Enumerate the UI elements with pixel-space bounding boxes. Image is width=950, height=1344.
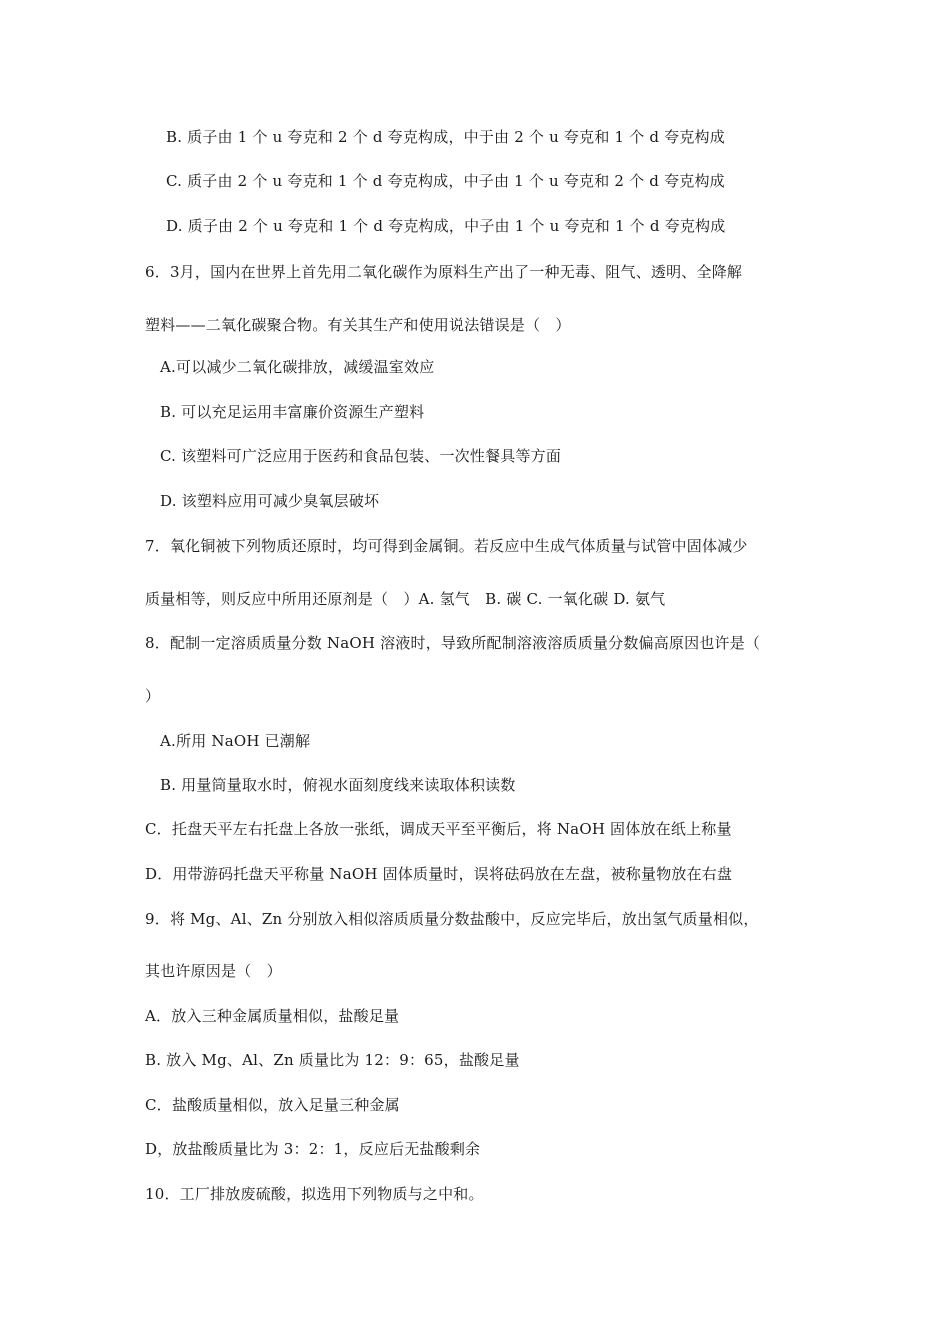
option-6a: A.可以减少二氧化碳排放，减缓温室效应 [160,358,435,376]
question-9-stem-cont: 其也许原因是（ ） [145,962,282,980]
question-6-stem-cont: 塑料——二氧化碳聚合物。有关其生产和使用说法错误是（ ） [145,316,571,334]
option-8a: A.所用 NaOH 已潮解 [160,732,311,750]
question-8-stem: 8．配制一定溶质质量分数 NaOH 溶液时，导致所配制溶液溶质质量分数偏高原因也许是（ [145,634,761,652]
question-9-stem: 9．将 Mg、Al、Zn 分别放入相似溶质质量分数盐酸中，反应完毕后，放出氢气质量相似， [145,910,759,928]
option-5c: C. 质子由 2 个 u 夸克和 1 个 d 夸克构成，中子由 1 个 u 夸克和 2 个 d 夸克构成 [166,172,725,190]
question-7-stem: 7．氧化铜被下列物质还原时，均可得到金属铜。若反应中生成气体质量与试管中固体减少 [145,537,748,555]
option-9a: A．放入三种金属质量相似，盐酸足量 [145,1007,400,1025]
option-6c: C. 该塑料可广泛应用于医药和食品包装、一次性餐具等方面 [160,447,562,465]
option-5d: D. 质子由 2 个 u 夸克和 1 个 d 夸克构成，中子由 1 个 u 夸克和 1 个 d 夸克构成 [166,217,726,235]
option-6b: B. 可以充足运用丰富廉价资源生产塑料 [160,403,425,421]
option-9d: D，放盐酸质量比为 3：2：1，反应后无盐酸剩余 [145,1140,481,1158]
option-5b: B. 质子由 1 个 u 夸克和 2 个 d 夸克构成，中于由 2 个 u 夸克和 1 个 d 夸克构成 [166,128,725,146]
question-6-stem: 6．3月，国内在世界上首先用二氧化碳作为原料生产出了一种无毒、阻气、透明、全降解 [145,263,743,281]
option-9b: B. 放入 Mg、Al、Zn 质量比为 12：9：65，盐酸足量 [145,1051,520,1069]
option-8d: D．用带游码托盘天平称量 NaOH 固体质量时，误将砝码放在左盘，被称量物放在右盘 [145,865,733,883]
question-10-stem: 10．工厂排放废硫酸，拟选用下列物质与之中和。 [145,1185,484,1203]
question-7-stem-cont: 质量相等，则反应中所用还原剂是（ ）A. 氢气 B. 碳 C. 一氧化碳 D. 氨气 [145,590,666,608]
option-9c: C．盐酸质量相似，放入足量三种金属 [145,1096,400,1114]
option-6d: D. 该塑料应用可减少臭氧层破坏 [160,492,380,510]
option-8c: C．托盘天平左右托盘上各放一张纸，调成天平至平衡后，将 NaOH 固体放在纸上称量 [145,820,732,838]
option-8b: B. 用量筒量取水时，俯视水面刻度线来读取体积读数 [160,776,516,794]
question-8-stem-cont: ） [145,687,161,705]
